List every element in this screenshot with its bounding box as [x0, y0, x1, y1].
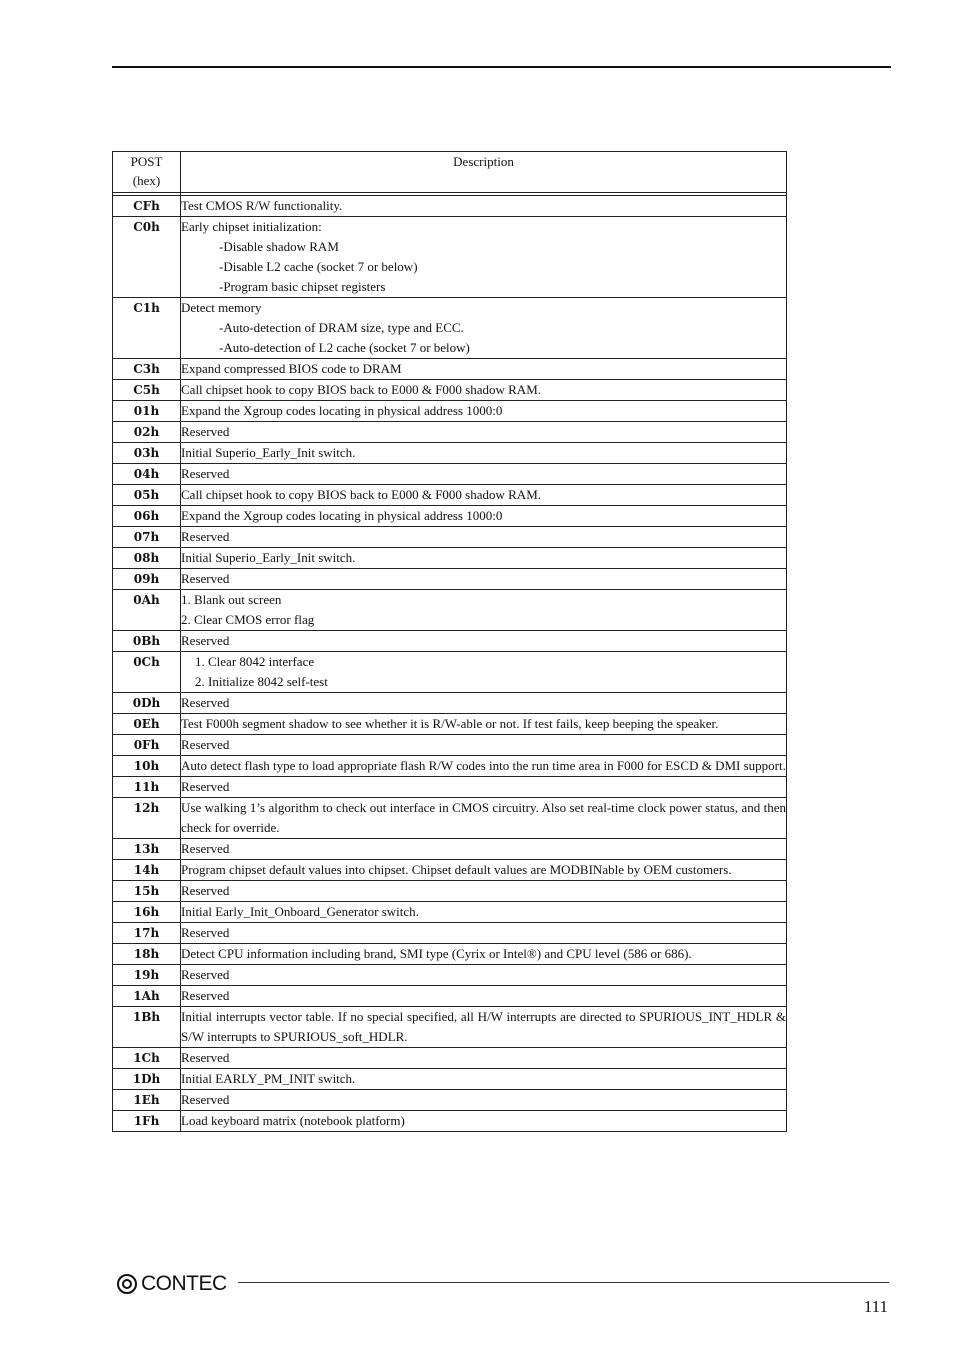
- post-code: 05h: [113, 485, 181, 506]
- table-row: [113, 923, 787, 944]
- post-description: [181, 380, 787, 401]
- post-description: [181, 756, 787, 777]
- post-code: CFh: [113, 196, 181, 217]
- footer-rule: [238, 1282, 889, 1283]
- description-line: Use walking 1’s algorithm to check out interface in CMOS circuitry. Also set real-time clock power status, and then check for override.: [181, 800, 786, 835]
- post-code: 12h: [113, 798, 181, 839]
- post-description: [181, 839, 787, 860]
- post-code: C1h: [113, 298, 181, 359]
- post-description: [181, 217, 787, 298]
- description-line: Test CMOS R/W functionality.: [181, 198, 343, 213]
- description-line: Detect memory: [181, 300, 262, 315]
- post-description: [181, 527, 787, 548]
- post-code: 1Dh: [113, 1069, 181, 1090]
- post-code: 06h: [113, 506, 181, 527]
- table-row: [113, 217, 787, 298]
- description-line: 2. Clear CMOS error flag: [181, 612, 315, 627]
- description-line: Expand compressed BIOS code to DRAM: [181, 361, 402, 376]
- table-row: [113, 756, 787, 777]
- post-description: [181, 1048, 787, 1069]
- table-row: [113, 443, 787, 464]
- post-code: C0h: [113, 217, 181, 298]
- table-row: [113, 839, 787, 860]
- post-description: [181, 422, 787, 443]
- post-description: [181, 298, 787, 359]
- description-line: Test F000h segment shadow to see whether it is R/W-able or not. If test fails, keep beeping the speaker.: [181, 716, 719, 731]
- description-line: Reserved: [181, 779, 230, 794]
- contec-logo-text: CONTEC: [141, 1272, 227, 1295]
- post-description: [181, 693, 787, 714]
- post-code: 19h: [113, 965, 181, 986]
- description-line: Call chipset hook to copy BIOS back to E000 & F000 shadow RAM.: [181, 382, 542, 397]
- post-description: [181, 798, 787, 839]
- post-description: [181, 902, 787, 923]
- contec-logo-icon: [117, 1274, 137, 1294]
- post-description: [181, 1007, 787, 1048]
- post-description: [181, 443, 787, 464]
- post-description: [181, 944, 787, 965]
- description-line: Reserved: [181, 633, 230, 648]
- description-line: Reserved: [181, 841, 230, 856]
- post-code: 08h: [113, 548, 181, 569]
- table-row: [113, 506, 787, 527]
- description-line: -Disable shadow RAM: [219, 239, 339, 254]
- post-description: [181, 735, 787, 756]
- description-line: Initial Early_Init_Onboard_Generator switch.: [181, 904, 419, 919]
- post-code: 04h: [113, 464, 181, 485]
- description-line: Reserved: [181, 737, 230, 752]
- table-row: [113, 631, 787, 652]
- table-row: [113, 422, 787, 443]
- post-description: [181, 986, 787, 1007]
- table-body: [113, 196, 787, 1132]
- post-code: 01h: [113, 401, 181, 422]
- post-description: [181, 714, 787, 735]
- post-code: 13h: [113, 839, 181, 860]
- post-code: 11h: [113, 777, 181, 798]
- post-code: 0Eh: [113, 714, 181, 735]
- description-line: Initial Superio_Early_Init switch.: [181, 445, 356, 460]
- post-code: 1Fh: [113, 1111, 181, 1132]
- description-line: Detect CPU information including brand, SMI type (Cyrix or Intel®) and CPU level (586 or 686).: [181, 946, 692, 961]
- post-description: [181, 401, 787, 422]
- post-code: 03h: [113, 443, 181, 464]
- header-rule: [112, 66, 891, 68]
- table-header-row: [113, 152, 787, 193]
- post-description: [181, 464, 787, 485]
- table-row: [113, 860, 787, 881]
- description-line: Program chipset default values into chipset. Chipset default values are MODBINable by OEM customers.: [181, 862, 732, 877]
- table-row: [113, 652, 787, 693]
- post-code-table: [112, 151, 787, 1132]
- contec-logo: [117, 1272, 227, 1296]
- table-row: [113, 881, 787, 902]
- table-row: [113, 196, 787, 217]
- post-description: [181, 777, 787, 798]
- table-row: [113, 714, 787, 735]
- table-row: [113, 1048, 787, 1069]
- description-line: Early chipset initialization:: [181, 219, 322, 234]
- table-row: [113, 965, 787, 986]
- description-line: Reserved: [181, 466, 230, 481]
- post-code: 16h: [113, 902, 181, 923]
- post-code: 0Ah: [113, 590, 181, 631]
- table-row: [113, 902, 787, 923]
- table-row: [113, 986, 787, 1007]
- description-line: Reserved: [181, 925, 230, 940]
- post-code: 0Fh: [113, 735, 181, 756]
- post-description: [181, 506, 787, 527]
- table-row: [113, 359, 787, 380]
- description-line: Expand the Xgroup codes locating in physical address 1000:0: [181, 403, 503, 418]
- table-row: [113, 1111, 787, 1132]
- post-description: [181, 631, 787, 652]
- table-row: [113, 1069, 787, 1090]
- description-line: Auto detect flash type to load appropriate flash R/W codes into the run time area in F000 for ESCD & DMI support.: [181, 758, 786, 773]
- table-row: [113, 944, 787, 965]
- post-description: [181, 881, 787, 902]
- post-code: 18h: [113, 944, 181, 965]
- post-description: [181, 860, 787, 881]
- post-description: [181, 965, 787, 986]
- post-description: [181, 1069, 787, 1090]
- post-code: 14h: [113, 860, 181, 881]
- post-code: 10h: [113, 756, 181, 777]
- post-description: [181, 590, 787, 631]
- post-description: [181, 1090, 787, 1111]
- description-line: Reserved: [181, 695, 230, 710]
- page-number: 111: [863, 1297, 888, 1316]
- description-line: Initial interrupts vector table. If no special specified, all H/W interrupts are directed to SPURIOUS_INT_HDLR & S/W interrupts to SPURIOUS_soft_HDLR.: [181, 1009, 786, 1044]
- description-line: Reserved: [181, 1050, 230, 1065]
- description-line: Reserved: [181, 988, 230, 1003]
- column-header-post-line2: (hex): [132, 173, 161, 188]
- post-code: 09h: [113, 569, 181, 590]
- post-code: C3h: [113, 359, 181, 380]
- table-row: [113, 590, 787, 631]
- description-line: -Disable L2 cache (socket 7 or below): [219, 259, 418, 274]
- description-line: -Auto-detection of L2 cache (socket 7 or below): [219, 340, 470, 355]
- post-code: 0Dh: [113, 693, 181, 714]
- description-line: -Auto-detection of DRAM size, type and ECC.: [219, 320, 464, 335]
- table-row: [113, 485, 787, 506]
- table-row: [113, 401, 787, 422]
- post-code: 07h: [113, 527, 181, 548]
- description-line: Reserved: [181, 967, 230, 982]
- description-line: 2. Initialize 8042 self-test: [195, 674, 328, 689]
- post-code: 1Bh: [113, 1007, 181, 1048]
- post-description: [181, 652, 787, 693]
- description-line: 1. Clear 8042 interface: [195, 654, 315, 669]
- post-code: 1Eh: [113, 1090, 181, 1111]
- post-code: 0Bh: [113, 631, 181, 652]
- table-row: [113, 735, 787, 756]
- post-code: 15h: [113, 881, 181, 902]
- description-line: Reserved: [181, 1092, 230, 1107]
- post-code: 1Ah: [113, 986, 181, 1007]
- column-header-description: Description: [181, 152, 787, 193]
- post-code: 1Ch: [113, 1048, 181, 1069]
- post-description: [181, 359, 787, 380]
- table-row: [113, 380, 787, 401]
- description-line: Reserved: [181, 883, 230, 898]
- description-line: Reserved: [181, 424, 230, 439]
- post-description: [181, 196, 787, 217]
- description-line: Reserved: [181, 571, 230, 586]
- post-code: 17h: [113, 923, 181, 944]
- description-line: Initial EARLY_PM_INIT switch.: [181, 1071, 356, 1086]
- description-line: -Program basic chipset registers: [219, 279, 386, 294]
- table-row: [113, 1007, 787, 1048]
- table-row: [113, 693, 787, 714]
- post-description: [181, 569, 787, 590]
- table-row: [113, 1090, 787, 1111]
- column-header-post: [113, 152, 181, 193]
- description-line: Load keyboard matrix (notebook platform): [181, 1113, 405, 1128]
- post-description: [181, 485, 787, 506]
- post-code: 0Ch: [113, 652, 181, 693]
- table-row: [113, 464, 787, 485]
- description-line: Initial Superio_Early_Init switch.: [181, 550, 356, 565]
- description-line: 1. Blank out screen: [181, 592, 282, 607]
- description-line: Call chipset hook to copy BIOS back to E000 & F000 shadow RAM.: [181, 487, 542, 502]
- description-line: Expand the Xgroup codes locating in physical address 1000:0: [181, 508, 503, 523]
- post-code: C5h: [113, 380, 181, 401]
- table-row: [113, 569, 787, 590]
- post-description: [181, 548, 787, 569]
- table-row: [113, 298, 787, 359]
- post-description: [181, 923, 787, 944]
- table-row: [113, 798, 787, 839]
- table-row: [113, 527, 787, 548]
- table-row: [113, 777, 787, 798]
- column-header-post-line1: POST: [130, 154, 163, 169]
- table-row: [113, 548, 787, 569]
- post-code: 02h: [113, 422, 181, 443]
- post-description: [181, 1111, 787, 1132]
- description-line: Reserved: [181, 529, 230, 544]
